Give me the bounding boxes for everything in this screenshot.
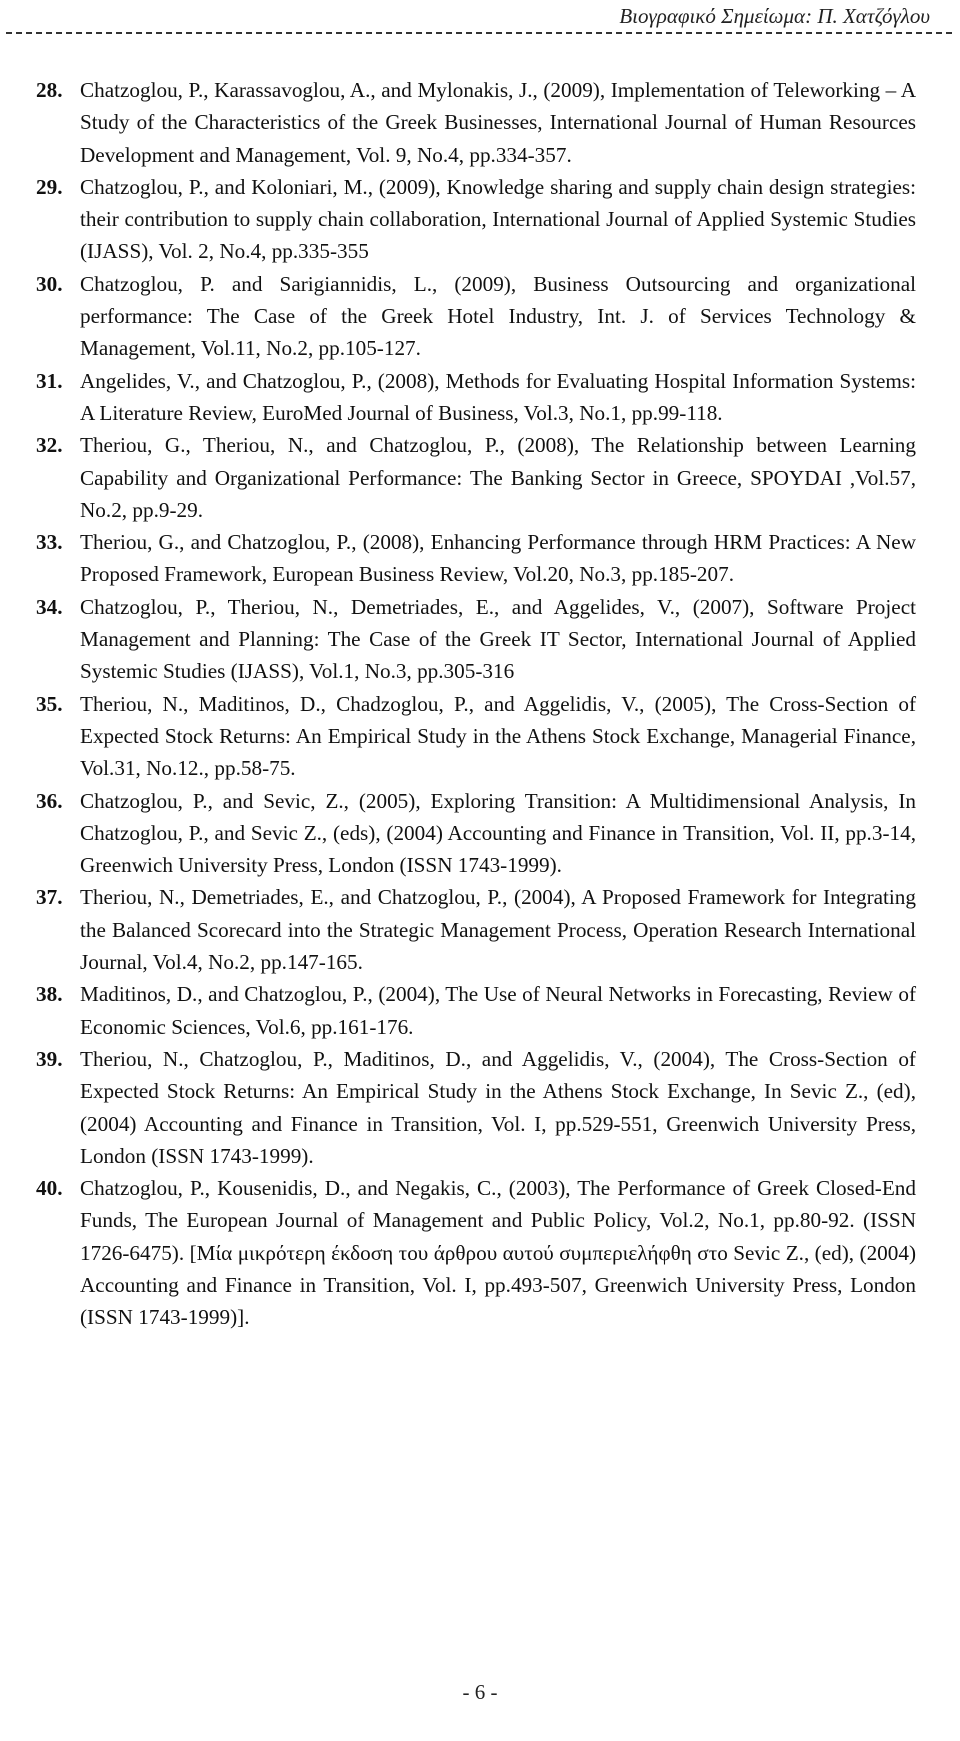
page-number: - 6 - (462, 1680, 498, 1704)
reference-number: 29. (36, 174, 63, 199)
reference-number: 30. (36, 271, 63, 296)
reference-item (36, 881, 916, 978)
reference-item (36, 1172, 916, 1333)
reference-item (36, 74, 916, 171)
reference-text: Chatzoglou, P., Karassavoglou, A., and Mylonakis, J., (2009), Implementation of Teleworking – A Study of the Characteristics of the Greek Businesses, International Journal of Human Resources Development and Management, Vol. 9, No.4, pp.334-357. (80, 78, 916, 167)
reference-list (36, 74, 916, 1334)
reference-number: 35. (36, 691, 63, 716)
reference-item (36, 978, 916, 1043)
reference-number: 34. (36, 594, 63, 619)
header-divider (6, 32, 952, 34)
reference-item (36, 785, 916, 882)
reference-number: 37. (36, 885, 63, 910)
reference-number: 40. (36, 1176, 63, 1201)
reference-item (36, 365, 916, 430)
reference-text: Chatzoglou, P., and Koloniari, M., (2009), Knowledge sharing and supply chain design strategies: their contribution to supply chain collaboration, International Journal of Applied Systemic Studies (IJASS), Vol. 2, No.4, pp.335-355 (80, 174, 916, 264)
reference-item (36, 591, 916, 688)
reference-text: Maditinos, D., and Chatzoglou, P., (2004), The Use of Neural Networks in Forecasting, Review of Economic Sciences, Vol.6, pp.161-176. (80, 982, 916, 1039)
reference-text: Chatzoglou, P., Theriou, N., Demetriades, E., and Aggelides, V., (2007), Software Project Management and Planning: The Case of the Greek IT Sector, International Journal of Applied Systemic Studies (IJASS), Vol.1, No.3, pp.305-316 (80, 594, 916, 684)
reference-number: 33. (36, 530, 63, 555)
reference-text: Chatzoglou, P., and Sevic, Z., (2005), Exploring Transition: A Multidimensional Analysis, In Chatzoglou, P., and Sevic Z., (eds), (2004) Accounting and Finance in Transition, Vol. II, pp.3-14, Greenwich University Press, London (ISSN 1743-1999). (80, 788, 916, 878)
reference-text: Chatzoglou, P. and Sarigiannidis, L., (2009), Business Outsourcing and organizational performance: The Case of the Greek Hotel Industry, Int. J. of Services Technology & Management, Vol.11, No.2, pp.105-127. (80, 271, 916, 361)
reference-number: 31. (36, 368, 63, 393)
reference-number: 28. (36, 78, 63, 102)
reference-item (36, 1043, 916, 1172)
reference-number: 38. (36, 982, 63, 1007)
reference-text: Theriou, N., Maditinos, D., Chadzoglou, P., and Aggelidis, V., (2005), The Cross-Section of Expected Stock Returns: An Empirical Study in the Athens Stock Exchange, Managerial Finance, Vol.31, No.12., pp.58-75. (80, 691, 916, 781)
reference-item (36, 268, 916, 365)
reference-text: Theriou, G., and Chatzoglou, P., (2008), Enhancing Performance through HRM Practices: A New Proposed Framework, European Business Review, Vol.20, No.3, pp.185-207. (80, 530, 916, 587)
reference-text: Angelides, V., and Chatzoglou, P., (2008), Methods for Evaluating Hospital Information Systems: A Literature Review, EuroMed Journal of Business, Vol.3, No.1, pp.99-118. (80, 368, 916, 425)
reference-text: Theriou, N., Chatzoglou, P., Maditinos, D., and Aggelidis, V., (2004), The Cross-Section of Expected Stock Returns: An Empirical Study in the Athens Stock Exchange, In Sevic Z., (ed), (2004) Accounting and Finance in Transition, Vol. I, pp.529-551, Greenwich University Press, London (ISSN 1743-1999). (80, 1046, 916, 1168)
reference-text: Theriou, G., Theriou, N., and Chatzoglou, P., (2008), The Relationship between Learning Capability and Organizational Performance: The Banking Sector in Greece, SPOYDAI ,Vol.57, No.2, pp.9-29. (80, 433, 916, 522)
page-header-title: Βιογραφικό Σημείωμα: Π. Χατζόγλου (619, 4, 930, 28)
reference-item (36, 171, 916, 268)
reference-item (36, 688, 916, 785)
reference-text: Theriou, N., Demetriades, E., and Chatzoglou, P., (2004), A Proposed Framework for Integrating the Balanced Scorecard into the Strategic Management Process, Operation Research International Journal, Vol.4, No.2, pp.147-165. (80, 885, 916, 975)
reference-number: 32. (36, 433, 63, 458)
reference-number: 36. (36, 788, 63, 813)
reference-number: 39. (36, 1046, 63, 1071)
reference-item (36, 526, 916, 591)
reference-text: Chatzoglou, P., Kousenidis, D., and Negakis, C., (2003), The Performance of Greek Closed-End Funds, The European Journal of Management and Public Policy, Vol.2, No.1, pp.80-92. (ISSN 1726-6475). [Μία μικρότερη έκδοση του άρθρου αυτού συμπεριελήφθη στο Sevic Z., (ed), (2004) Accounting and Finance in Transition, Vol. I, pp.493-507, Greenwich University Press, London (ISSN 1743-1999)]. (80, 1176, 916, 1330)
reference-item (36, 429, 916, 526)
